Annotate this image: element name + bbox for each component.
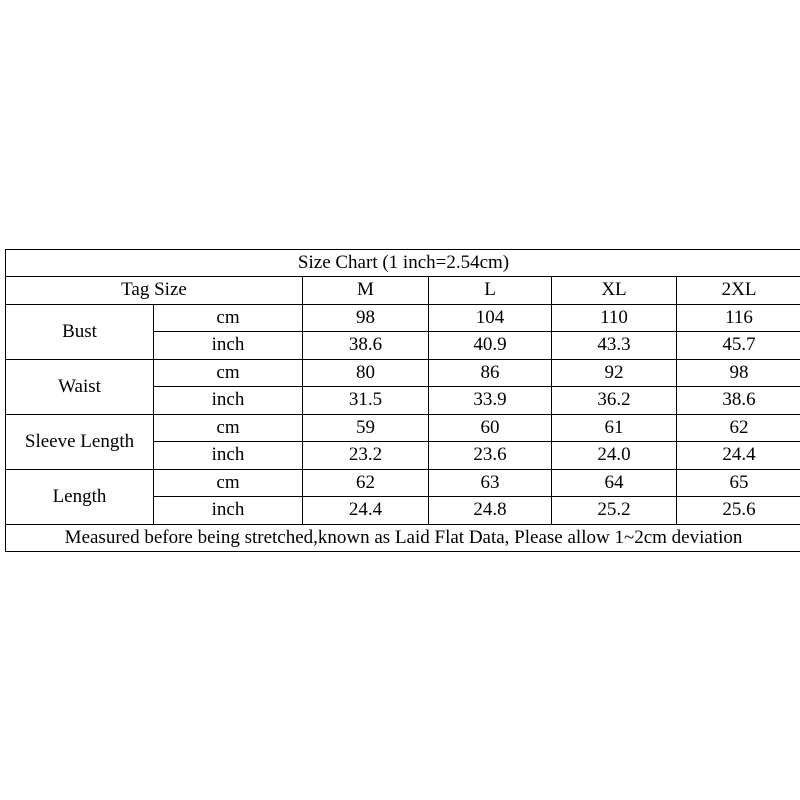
value-cell: 45.7 xyxy=(677,332,800,360)
value-cell: 38.6 xyxy=(303,332,429,360)
value-cell: 65 xyxy=(677,469,800,497)
value-cell: 62 xyxy=(303,469,429,497)
value-cell: 40.9 xyxy=(429,332,552,360)
value-cell: 24.0 xyxy=(552,442,677,470)
value-cell: 61 xyxy=(552,414,677,442)
value-cell: 24.4 xyxy=(677,442,800,470)
value-cell: 64 xyxy=(552,469,677,497)
table-row xyxy=(6,414,800,442)
size-chart-table xyxy=(5,249,800,552)
tag-size-header: Tag Size xyxy=(6,277,303,305)
measure-label-length: Length xyxy=(6,469,154,524)
value-cell: 23.2 xyxy=(303,442,429,470)
footer-row xyxy=(6,524,800,551)
value-cell: 25.6 xyxy=(677,497,800,525)
value-cell: 23.6 xyxy=(429,442,552,470)
value-cell: 116 xyxy=(677,304,800,332)
table-row xyxy=(6,359,800,387)
value-cell: 110 xyxy=(552,304,677,332)
header-row xyxy=(6,277,800,305)
value-cell: 59 xyxy=(303,414,429,442)
deviation-note: Measured before being stretched,known as Laid Flat Data, Please allow 1~2cm deviation xyxy=(6,524,800,551)
value-cell: 86 xyxy=(429,359,552,387)
value-cell: 98 xyxy=(303,304,429,332)
value-cell: 104 xyxy=(429,304,552,332)
measure-label-sleeve-length: Sleeve Length xyxy=(6,414,154,469)
unit-cell: inch xyxy=(154,332,303,360)
unit-cell: cm xyxy=(154,304,303,332)
measure-label-bust: Bust xyxy=(6,304,154,359)
value-cell: 36.2 xyxy=(552,387,677,415)
table-row xyxy=(6,469,800,497)
unit-cell: inch xyxy=(154,442,303,470)
value-cell: 24.8 xyxy=(429,497,552,525)
table-row xyxy=(6,304,800,332)
size-header-2xl: 2XL xyxy=(677,277,800,305)
value-cell: 33.9 xyxy=(429,387,552,415)
value-cell: 62 xyxy=(677,414,800,442)
unit-cell: cm xyxy=(154,359,303,387)
size-header-l: L xyxy=(429,277,552,305)
value-cell: 80 xyxy=(303,359,429,387)
chart-title: Size Chart (1 inch=2.54cm) xyxy=(6,250,800,277)
unit-cell: inch xyxy=(154,497,303,525)
value-cell: 31.5 xyxy=(303,387,429,415)
size-header-xl: XL xyxy=(552,277,677,305)
value-cell: 38.6 xyxy=(677,387,800,415)
value-cell: 24.4 xyxy=(303,497,429,525)
value-cell: 92 xyxy=(552,359,677,387)
value-cell: 43.3 xyxy=(552,332,677,360)
value-cell: 60 xyxy=(429,414,552,442)
value-cell: 25.2 xyxy=(552,497,677,525)
unit-cell: cm xyxy=(154,469,303,497)
value-cell: 63 xyxy=(429,469,552,497)
unit-cell: inch xyxy=(154,387,303,415)
value-cell: 98 xyxy=(677,359,800,387)
measure-label-waist: Waist xyxy=(6,359,154,414)
unit-cell: cm xyxy=(154,414,303,442)
title-row xyxy=(6,250,800,277)
size-header-m: M xyxy=(303,277,429,305)
